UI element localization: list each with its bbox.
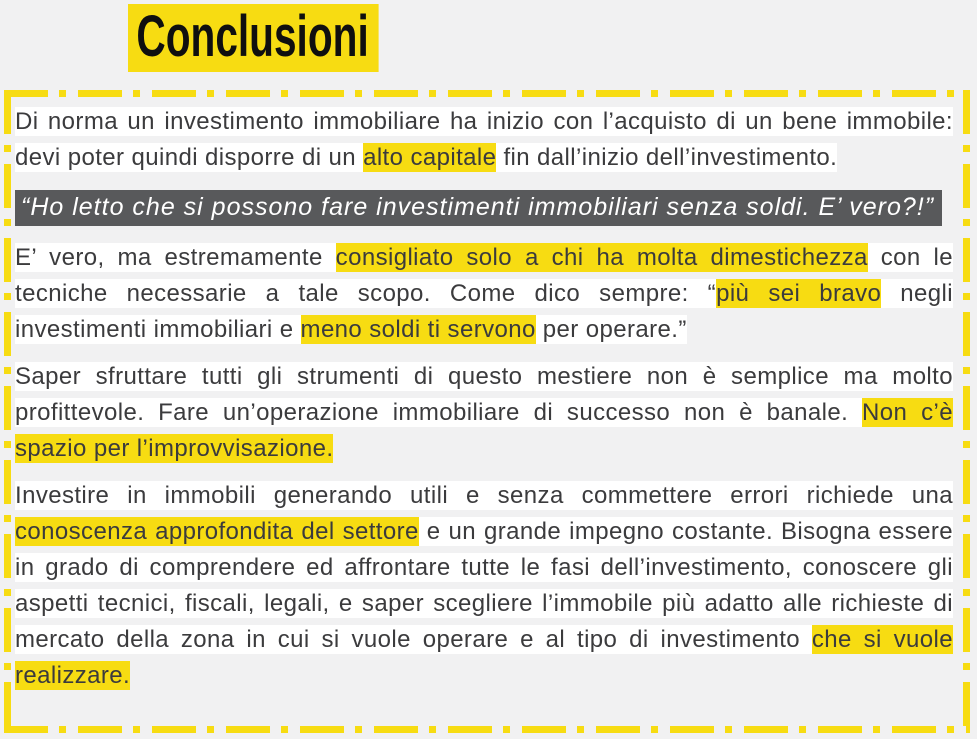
paragraph-tools [15,359,953,467]
text-run: con le tecniche necessarie a tale scopo. Come dico sempre: “ [15,244,954,307]
content-frame [4,90,970,733]
highlighted-text: più sei bravo [716,280,882,307]
quote-text: “Ho letto che si possono fare investimenti immobiliari senza soldi. E’ vero?!” [15,190,942,226]
dashed-border-left [4,90,11,733]
text-run: fin dall’inizio dell’investimento. [496,144,838,171]
text-run: Di norma un investimento immobiliare ha inizio con l’acquisto di un bene immobile: devi poter quindi disporre di un [15,108,953,171]
text-run: e un grande impegno costante. Bisogna essere in grado di comprendere ed affrontare tutte le fasi dell’investimento, conoscere gli aspetti tecnici, fiscali, legali, e saper scegliere l’immobile più adatto alle richieste di mercato della zona in cui si vuole operare e al tipo di investimento [15,518,953,653]
title-row [128,4,977,72]
document-body [11,97,963,726]
text-run: Investire in immobili generando utili e senza commettere errori richiede una [15,482,953,509]
highlighted-text: che si vuole realizzare. [15,626,953,689]
text-run: per operare.” [535,316,687,343]
paragraph-answer [15,240,953,348]
highlighted-text: Non c’è spazio per l’improvvisazione. [15,399,953,462]
highlighted-text: conoscenza approfondita del settore [15,518,419,545]
text-run: Saper sfruttare tutti gli strumenti di questo mestiere non è semplice ma molto profittevole. Fare un’operazione immobiliare di successo non è banale. [15,363,953,426]
quote-bar [15,187,953,229]
dashed-border-right [963,90,970,733]
text-run: negli investimenti immobiliari e [15,280,953,343]
highlighted-text: meno soldi ti servono [300,316,536,343]
highlighted-text: consigliato solo a chi ha molta dimestichezza [335,244,868,271]
text-run: E’ vero, ma estremamente [15,244,336,271]
paragraph-intro [15,104,953,176]
paragraph-knowledge [15,478,953,694]
dashed-border-bottom [4,726,970,733]
highlighted-text: alto capitale [363,144,497,171]
dashed-border-top [4,90,970,97]
page-title: Conclusioni [128,4,379,72]
